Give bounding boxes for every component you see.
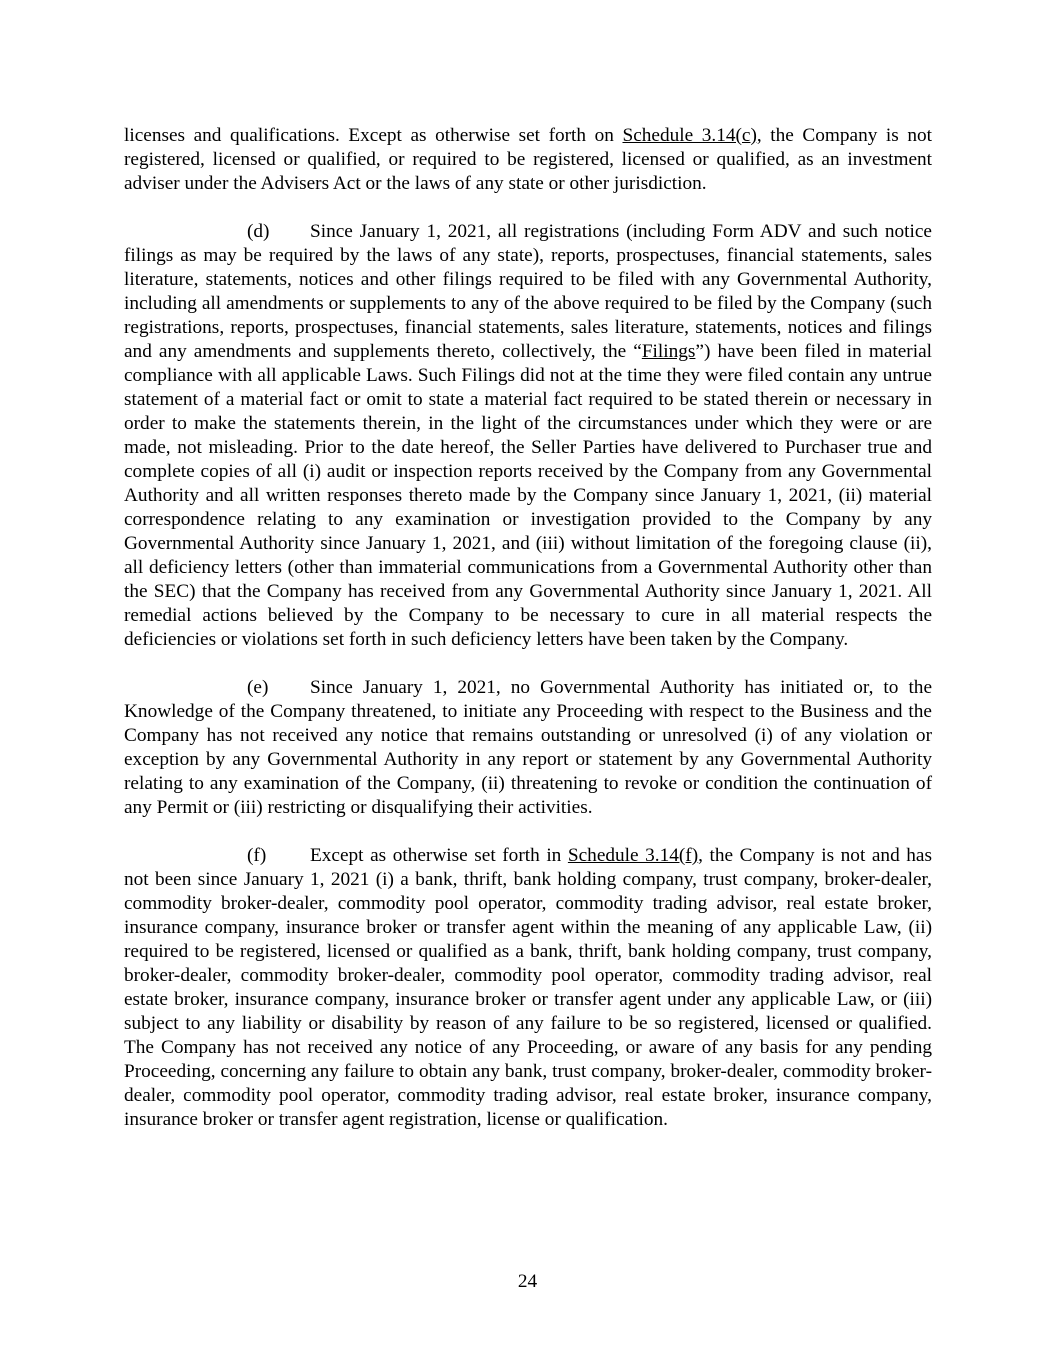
- paragraph-d-marker: (d): [247, 221, 270, 242]
- paragraph-f: [124, 844, 932, 1132]
- page-number: 24: [517, 1271, 538, 1292]
- paragraph-c-text-post: , the Company is not registered, licensed or qualified, or required to be registered, licensed or qualified, as an investment adviser under the Advisers Act or the laws of any state or other jurisdiction.: [124, 125, 932, 194]
- paragraph-e: [124, 676, 932, 820]
- paragraph-d: [124, 220, 932, 652]
- paragraph-e-text: Since January 1, 2021, no Governmental Authority has initiated or, to the Knowledge of the Company threatened, to initiate any Proceeding with respect to the Business and the Company has not received any notice that remains outstanding or unresolved (i) of any violation or exception by any Governmental Authority in any report or statement by any Governmental Authority relating to any examination of the Company, (ii) threatening to revoke or condition the continuation of any Permit or (iii) restricting or disqualifying their activities.: [124, 677, 932, 818]
- paragraph-f-marker: (f): [247, 845, 267, 866]
- paragraph-c-continuation: [124, 124, 932, 196]
- document-body: [124, 124, 932, 1156]
- paragraph-d-text-post: ”) have been filed in material compliance with all applicable Laws. Such Filings did not at the time they were filed contain any untrue statement of a material fact or omit to state a material fact required to be stated therein or necessary in order to make the statements therein, in the light of the circumstances under which they were or are made, not misleading. Prior to the date hereof, the Seller Parties have delivered to Purchaser true and complete copies of all (i) audit or inspection reports received by the Company from any Governmental Authority and all written responses thereto made by the Company since January 1, 2021, (ii) material correspondence relating to any examination or investigation provided to the Company by any Governmental Authority since January 1, 2021, and (iii) without limitation of the foregoing clause (ii), all deficiency letters (other than immaterial communications from a Governmental Authority other than the SEC) that the Company has received from any Governmental Authority since January 1, 2021. All remedial actions believed by the Company to be necessary to cure in all material respects the deficiencies or violations set forth in such deficiency letters have been taken by the Company.: [124, 341, 932, 650]
- paragraph-f-text-post: , the Company is not and has not been since January 1, 2021 (i) a bank, thrift, bank holding company, trust company, broker-dealer, commodity broker-dealer, commodity pool operator, commodity trading advisor, real estate broker, insurance company, insurance broker or transfer agent within the meaning of any applicable Law, (ii) required to be registered, licensed or qualified as a bank, thrift, bank holding company, trust company, broker-dealer, commodity broker-dealer, commodity pool operator, commodity trading advisor, real estate broker, insurance company, insurance broker or transfer agent under any applicable Law, or (iii) subject to any liability or disability by reason of any failure to be so registered, licensed or qualified. The Company has not received any notice of any Proceeding, or aware of any basis for any pending Proceeding, concerning any failure to obtain any bank, trust company, broker-dealer, commodity broker-dealer, commodity pool operator, commodity trading advisor, real estate broker, insurance company, insurance broker or transfer agent registration, license or qualification.: [124, 845, 932, 1130]
- paragraph-f-text-pre: Except as otherwise set forth in: [310, 845, 568, 866]
- paragraph-c-text-pre: licenses and qualifications. Except as otherwise set forth on: [124, 125, 623, 146]
- paragraph-d-text-pre: Since January 1, 2021, all registrations (including Form ADV and such notice filings as may be required by the laws of any state), reports, prospectuses, financial statements, sales literature, statements, notices and other filings required to be filed with any Governmental Authority, including all amendments or supplements to any of the above required to be filed by the Company (such registrations, reports, prospectuses, financial statements, sales literature, statements, notices and filings and any amendments and supplements thereto, collectively, the “: [124, 221, 932, 362]
- paragraph-e-marker: (e): [247, 677, 269, 698]
- filings-defined-term: Filings: [641, 341, 696, 362]
- schedule-3-14-c-reference: Schedule 3.14(c): [622, 125, 757, 146]
- schedule-3-14-f-reference: Schedule 3.14(f): [567, 845, 699, 866]
